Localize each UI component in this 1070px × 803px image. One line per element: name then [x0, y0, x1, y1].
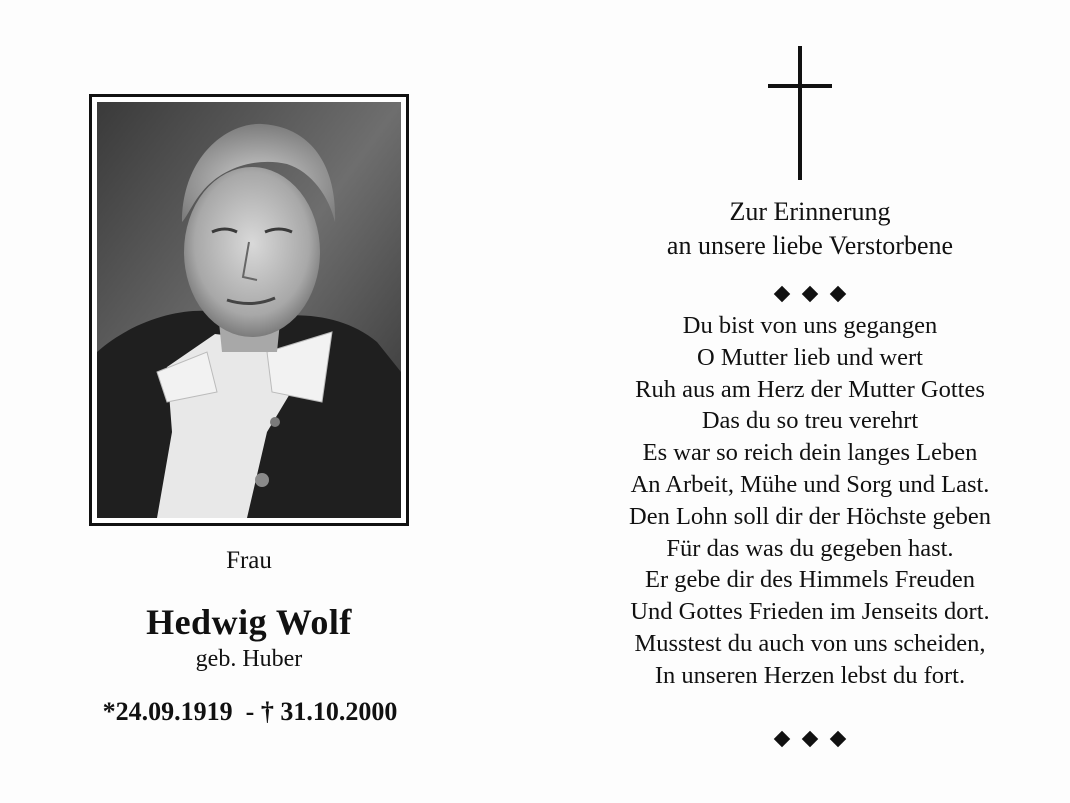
portrait-frame [89, 94, 409, 526]
diamond-ornament-icon [770, 285, 850, 303]
poem-line: Für das was du gegeben hast. [666, 534, 954, 562]
life-dates: *24.09.1919 - † 31.10.2000 [102, 697, 398, 726]
poem-line: Du bist von uns gegangen [682, 312, 938, 339]
maiden-name: geb. Huber [195, 646, 303, 672]
poem-line: Den Lohn soll dir der Höchste geben [629, 502, 991, 530]
heading-line-2: an unsere liebe Verstorbene [666, 231, 954, 260]
diamond-ornament-icon [770, 730, 850, 748]
memorial-heading [590, 195, 1030, 263]
poem-line: An Arbeit, Mühe und Sorg und Last. [630, 470, 990, 498]
memorial-poem [580, 310, 1040, 692]
deceased-name: Hedwig Wolf [146, 602, 352, 642]
poem-line: Ruh aus am Herz der Mutter Gottes [635, 375, 985, 403]
poem-line: Das du so treu verehrt [701, 407, 919, 435]
poem-line: Musstest du auch von uns scheiden, [634, 629, 986, 657]
poem-line: In unseren Herzen lebst du fort. [654, 661, 966, 689]
heading-line-1: Zur Erinnerung [729, 197, 891, 226]
poem-line: Und Gottes Frieden im Jenseits dort. [630, 598, 990, 626]
poem-line: O Mutter lieb und wert [697, 343, 923, 371]
title-prefix: Frau [226, 547, 272, 574]
latin-cross-icon [768, 46, 832, 180]
poem-line: Es war so reich dein langes Leben [642, 439, 978, 467]
poem-line: Er gebe dir des Himmels Freuden [645, 566, 975, 594]
portrait-photo [97, 102, 401, 518]
